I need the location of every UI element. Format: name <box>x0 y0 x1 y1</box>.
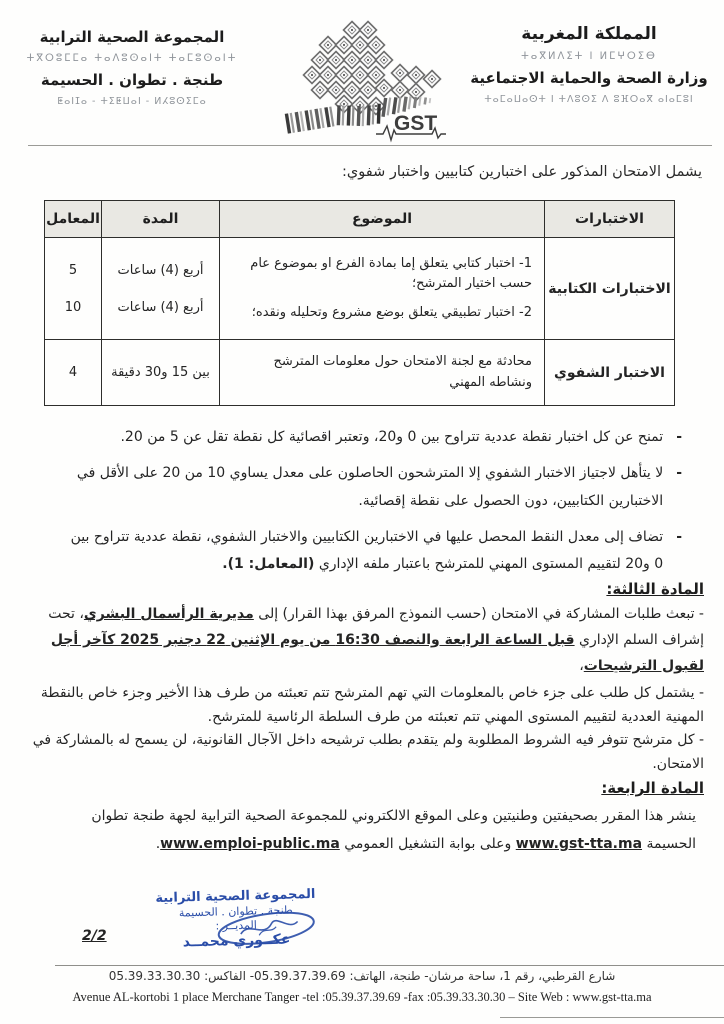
highlighted-directorate: مديرية الرأسمال البشري <box>83 606 254 622</box>
bullet-bold-part: (المعامل: 1). <box>222 556 315 573</box>
article4-heading: المادة الرابعة: <box>601 779 704 797</box>
emploi-public-url: www.emploi-public.ma <box>160 836 340 852</box>
col-header-tests: الاختبارات <box>545 201 675 238</box>
header-right-block <box>468 24 710 112</box>
signature-scribble <box>210 903 323 954</box>
bullet-dash: - <box>676 528 682 545</box>
paragraph-text: وعلى بوابة التشغيل العمومي <box>339 836 516 852</box>
header-left-block <box>18 28 246 114</box>
duration-item: أربع (4) ساعات <box>117 262 204 278</box>
article4-paragraph <box>48 802 696 858</box>
rules-bullet-list <box>60 424 682 587</box>
stamp-cities: طنجة . تطوان . الحسيمة <box>178 903 293 920</box>
header-divider <box>28 145 712 146</box>
article3-heading: المادة الثالثة: <box>606 580 704 598</box>
footer-corner-line <box>500 1017 724 1018</box>
article3-paragraph-3: - كل مترشح تتوفر فيه الشروط المطلوبة ولم يتقدم بطلب ترشيحه داخل الآجال القانونية، لن يسمح له بالمشاركة في الامتحان. <box>32 732 704 772</box>
kingdom-title: المملكة المغربية <box>521 24 657 44</box>
cell-test-type: الاختبارات الكتابية <box>545 238 675 340</box>
footer-address-ar: شارع القرطبي، رقم 1، ساحة مرشان- طنجة، الهاتف: 05.39.37.39.69- الفاكس: 05.39.33.30.30 <box>108 969 616 983</box>
coefficient-item: 5 <box>68 262 78 278</box>
footer-divider <box>55 965 724 966</box>
table-row <box>45 238 675 340</box>
org-cities-tifinagh: ⵟⴰⵏⵊⴰ - ⵜⵉⵟⵡⴰⵏ - ⵍⵃⵓⵙⵉⵎⴰ <box>57 96 207 107</box>
paragraph-text: ، <box>579 657 584 674</box>
bullet-dash: - <box>676 465 682 482</box>
bullet-dash: - <box>676 429 682 445</box>
kingdom-tifinagh: ⵜⴰⴳⵍⴷⵉⵜ ⵏ ⵍⵎⵖⵔⵉⴱ <box>521 51 657 62</box>
article3-paragraph-2: - يشتمل كل طلب على جزء خاص بالمعلومات التي تهم المترشح تتم تعبئته من طرف هذا الأخير وجزء خاص بالنقطة المهنية العددية لتقييم المستوى المهني تتم تعبئته من طرف السلطة الرئاسية للمترشح. <box>40 685 704 725</box>
col-header-coefficient: المعامل <box>45 201 102 238</box>
duration-item: أربع (4) ساعات <box>117 299 204 315</box>
coefficient-item: 10 <box>64 299 82 315</box>
bullet-text: تضاف إلى معدل النقط المحصل عليها في الاختبارين الكتابيين والاختبار الشفوي، نقطة عددية تتراوح بين 0 و20 لتقييم المستوى المهني للمترشح باعتبار ملفه الإداري (المعامل: 1). <box>70 528 664 573</box>
gst-logo-graphic <box>280 18 448 148</box>
cell-subject: محادثة مع لجنة الامتحان حول معلومات المترشح ونشاطه المهني <box>220 340 545 406</box>
bullet-text: لا يتأهل لاجتياز الاختبار الشفوي إلا المترشحون الحاصلون على معدل يساوي 10 من 20 على الأقل في الاختبارين الكتابيين، دون الحصول على نقطة إقصائية. <box>76 465 664 509</box>
exams-table <box>45 200 675 406</box>
gst-website-url: www.gst-tta.ma <box>515 836 643 852</box>
gst-logo <box>280 18 448 148</box>
subject-item: 2- اختبار تطبيقي يتعلق بوضع مشروع وتحليله ونقده؛ <box>251 304 532 320</box>
highlighted-deadline: قبل الساعة الرابعة والنصف 16:30 من يوم الإثنين 22 دجنبر 2025 كآخر أجل لقبول الترشيحات <box>50 631 704 674</box>
stamp-director-name: عكــوري محمــد <box>182 931 291 951</box>
cell-coefficient: 4 <box>45 340 102 406</box>
org-cities: طنجة . تطوان . الحسيمة <box>40 71 224 89</box>
article3-paragraph-1 <box>26 602 704 680</box>
stamp-org-name: المجموعة الصحية الترابية <box>155 886 316 907</box>
official-stamp <box>117 886 354 952</box>
cell-subject <box>220 238 545 340</box>
bullet-text: تمنح عن كل اختبار نقطة عددية تتراوح بين 0 و20، وتعتبر اقصائية كل نقطة تقل عن 5 من 20. <box>120 429 664 445</box>
footer-address-fr: Avenue AL-kortobi 1 place Merchane Tanger -tel :05.39.37.39.69 -fax :05.39.33.30.30 – Site Web : www.gst-tta.ma <box>72 990 652 1004</box>
cell-coefficient <box>45 238 102 340</box>
intro-text: يشمل الامتحان المذكور على اختبارين كتابيين واختبار شفوي: <box>342 164 702 180</box>
col-header-duration: المدة <box>102 201 220 238</box>
paragraph-text: ، تحت إشراف السلم الإداري <box>48 606 704 648</box>
org-title-tifinagh: ⵜⴳⵔⵓⵎⵎⴰ ⵜⴰⴷⵓⵙⴰⵏⵜ ⵜⴰⵎⵓⵙⴰⵏⵜ <box>26 53 238 64</box>
page-number: 2/2 <box>82 928 107 944</box>
org-title: المجموعة الصحية الترابية <box>39 28 225 46</box>
paragraph-text: . <box>155 836 161 852</box>
ministry-tifinagh: ⵜⴰⵎⴰⵡⴰⵙⵜ ⵏ ⵜⴷⵓⵙⵉ ⴷ ⵓⴼⵔⴰⴳ ⴰⵏⴰⵎⵓⵏ <box>484 94 694 105</box>
subject-item: 1- اختبار كتابي يتعلق إما بمادة الفرع او بموضوع عام حسب اختيار المترشح؛ <box>250 256 532 292</box>
stamp-director-label: المديــر : <box>215 918 257 933</box>
bullet-item <box>60 460 682 515</box>
table-header-row <box>45 201 675 238</box>
cell-duration: بين 15 و30 دقيقة <box>102 340 220 406</box>
col-header-subject: الموضوع <box>220 201 545 238</box>
paragraph-text: ينشر هذا المقرر بصحيفتين وطنيتين وعلى الموقع الالكتروني للمجموعة الصحية الترابية لجهة طنجة تطوان الحسيمة <box>91 808 696 852</box>
ministry-title: وزارة الصحة والحماية الاجتماعية <box>470 69 708 87</box>
logo-gst-text: GST <box>394 112 438 135</box>
paragraph-text: - تبعث طلبات المشاركة في الامتحان (حسب النموذج المرفق بهذا القرار) إلى <box>253 606 704 622</box>
table-row <box>45 340 675 406</box>
cell-test-type: الاختبار الشفوي <box>545 340 675 406</box>
bullet-item <box>60 424 682 451</box>
cell-duration <box>102 238 220 340</box>
bullet-item <box>60 524 682 579</box>
